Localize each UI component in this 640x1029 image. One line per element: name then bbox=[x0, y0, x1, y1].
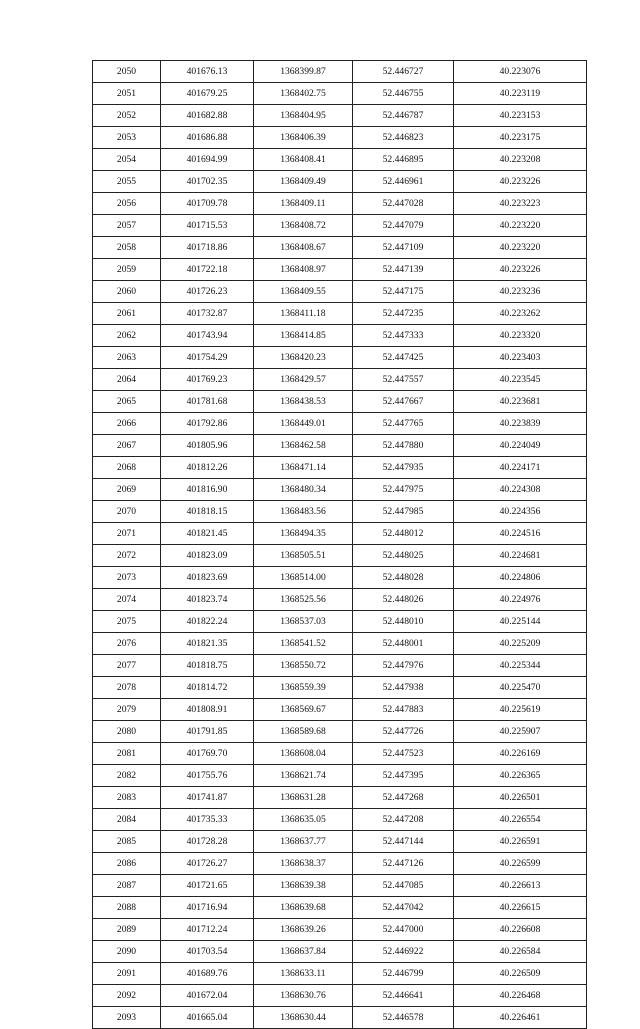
latitude-cell: 40.224516 bbox=[454, 523, 587, 545]
table-row bbox=[93, 963, 587, 985]
point-number-cell: 2092 bbox=[93, 985, 161, 1007]
x-coordinate-cell: 401823.09 bbox=[161, 545, 254, 567]
x-coordinate-cell: 401821.45 bbox=[161, 523, 254, 545]
table-row bbox=[93, 1007, 587, 1029]
x-coordinate-cell: 401792.86 bbox=[161, 413, 254, 435]
latitude-cell: 40.225619 bbox=[454, 699, 587, 721]
longitude-cell: 52.447085 bbox=[353, 875, 454, 897]
point-number-cell: 2055 bbox=[93, 171, 161, 193]
y-coordinate-cell: 1368408.97 bbox=[254, 259, 353, 281]
longitude-cell: 52.447208 bbox=[353, 809, 454, 831]
x-coordinate-cell: 401769.23 bbox=[161, 369, 254, 391]
latitude-cell: 40.225907 bbox=[454, 721, 587, 743]
table-row bbox=[93, 171, 587, 193]
x-coordinate-cell: 401816.90 bbox=[161, 479, 254, 501]
point-number-cell: 2079 bbox=[93, 699, 161, 721]
table-row bbox=[93, 567, 587, 589]
x-coordinate-cell: 401822.24 bbox=[161, 611, 254, 633]
longitude-cell: 52.447726 bbox=[353, 721, 454, 743]
table-row bbox=[93, 193, 587, 215]
latitude-cell: 40.226509 bbox=[454, 963, 587, 985]
latitude-cell: 40.223220 bbox=[454, 237, 587, 259]
y-coordinate-cell: 1368480.34 bbox=[254, 479, 353, 501]
y-coordinate-cell: 1368637.77 bbox=[254, 831, 353, 853]
longitude-cell: 52.447985 bbox=[353, 501, 454, 523]
longitude-cell: 52.447523 bbox=[353, 743, 454, 765]
longitude-cell: 52.446823 bbox=[353, 127, 454, 149]
x-coordinate-cell: 401781.68 bbox=[161, 391, 254, 413]
point-number-cell: 2073 bbox=[93, 567, 161, 589]
y-coordinate-cell: 1368449.01 bbox=[254, 413, 353, 435]
point-number-cell: 2050 bbox=[93, 61, 161, 83]
longitude-cell: 52.447938 bbox=[353, 677, 454, 699]
latitude-cell: 40.226365 bbox=[454, 765, 587, 787]
x-coordinate-cell: 401689.76 bbox=[161, 963, 254, 985]
latitude-cell: 40.224976 bbox=[454, 589, 587, 611]
x-coordinate-cell: 401679.25 bbox=[161, 83, 254, 105]
longitude-cell: 52.447667 bbox=[353, 391, 454, 413]
point-number-cell: 2054 bbox=[93, 149, 161, 171]
point-number-cell: 2076 bbox=[93, 633, 161, 655]
latitude-cell: 40.223403 bbox=[454, 347, 587, 369]
latitude-cell: 40.224049 bbox=[454, 435, 587, 457]
longitude-cell: 52.448001 bbox=[353, 633, 454, 655]
longitude-cell: 52.447557 bbox=[353, 369, 454, 391]
table-row bbox=[93, 303, 587, 325]
point-number-cell: 2082 bbox=[93, 765, 161, 787]
table-row bbox=[93, 457, 587, 479]
longitude-cell: 52.446578 bbox=[353, 1007, 454, 1029]
x-coordinate-cell: 401726.23 bbox=[161, 281, 254, 303]
longitude-cell: 52.447235 bbox=[353, 303, 454, 325]
latitude-cell: 40.224308 bbox=[454, 479, 587, 501]
y-coordinate-cell: 1368471.14 bbox=[254, 457, 353, 479]
latitude-cell: 40.225470 bbox=[454, 677, 587, 699]
x-coordinate-cell: 401726.27 bbox=[161, 853, 254, 875]
y-coordinate-cell: 1368630.44 bbox=[254, 1007, 353, 1029]
longitude-cell: 52.448012 bbox=[353, 523, 454, 545]
longitude-cell: 52.447975 bbox=[353, 479, 454, 501]
latitude-cell: 40.224806 bbox=[454, 567, 587, 589]
longitude-cell: 52.446727 bbox=[353, 61, 454, 83]
y-coordinate-cell: 1368550.72 bbox=[254, 655, 353, 677]
longitude-cell: 52.447976 bbox=[353, 655, 454, 677]
longitude-cell: 52.447333 bbox=[353, 325, 454, 347]
point-number-cell: 2064 bbox=[93, 369, 161, 391]
longitude-cell: 52.447079 bbox=[353, 215, 454, 237]
y-coordinate-cell: 1368399.87 bbox=[254, 61, 353, 83]
table-row bbox=[93, 149, 587, 171]
x-coordinate-cell: 401718.86 bbox=[161, 237, 254, 259]
point-number-cell: 2077 bbox=[93, 655, 161, 677]
x-coordinate-cell: 401769.70 bbox=[161, 743, 254, 765]
latitude-cell: 40.226591 bbox=[454, 831, 587, 853]
x-coordinate-cell: 401715.53 bbox=[161, 215, 254, 237]
point-number-cell: 2057 bbox=[93, 215, 161, 237]
longitude-cell: 52.446641 bbox=[353, 985, 454, 1007]
y-coordinate-cell: 1368559.39 bbox=[254, 677, 353, 699]
longitude-cell: 52.447042 bbox=[353, 897, 454, 919]
point-number-cell: 2071 bbox=[93, 523, 161, 545]
y-coordinate-cell: 1368639.68 bbox=[254, 897, 353, 919]
point-number-cell: 2065 bbox=[93, 391, 161, 413]
table-row bbox=[93, 281, 587, 303]
x-coordinate-cell: 401694.99 bbox=[161, 149, 254, 171]
point-number-cell: 2056 bbox=[93, 193, 161, 215]
latitude-cell: 40.226608 bbox=[454, 919, 587, 941]
latitude-cell: 40.226554 bbox=[454, 809, 587, 831]
latitude-cell: 40.225144 bbox=[454, 611, 587, 633]
x-coordinate-cell: 401805.96 bbox=[161, 435, 254, 457]
latitude-cell: 40.224171 bbox=[454, 457, 587, 479]
point-number-cell: 2059 bbox=[93, 259, 161, 281]
longitude-cell: 52.447395 bbox=[353, 765, 454, 787]
point-number-cell: 2088 bbox=[93, 897, 161, 919]
table-row bbox=[93, 985, 587, 1007]
table-row bbox=[93, 919, 587, 941]
y-coordinate-cell: 1368638.37 bbox=[254, 853, 353, 875]
point-number-cell: 2063 bbox=[93, 347, 161, 369]
longitude-cell: 52.446799 bbox=[353, 963, 454, 985]
point-number-cell: 2060 bbox=[93, 281, 161, 303]
longitude-cell: 52.447268 bbox=[353, 787, 454, 809]
x-coordinate-cell: 401732.87 bbox=[161, 303, 254, 325]
x-coordinate-cell: 401672.04 bbox=[161, 985, 254, 1007]
latitude-cell: 40.226169 bbox=[454, 743, 587, 765]
x-coordinate-cell: 401676.13 bbox=[161, 61, 254, 83]
longitude-cell: 52.447144 bbox=[353, 831, 454, 853]
point-number-cell: 2075 bbox=[93, 611, 161, 633]
longitude-cell: 52.446787 bbox=[353, 105, 454, 127]
x-coordinate-cell: 401712.24 bbox=[161, 919, 254, 941]
y-coordinate-cell: 1368494.35 bbox=[254, 523, 353, 545]
x-coordinate-cell: 401818.75 bbox=[161, 655, 254, 677]
point-number-cell: 2072 bbox=[93, 545, 161, 567]
x-coordinate-cell: 401754.29 bbox=[161, 347, 254, 369]
table-row bbox=[93, 347, 587, 369]
point-number-cell: 2053 bbox=[93, 127, 161, 149]
x-coordinate-cell: 401686.88 bbox=[161, 127, 254, 149]
latitude-cell: 40.225209 bbox=[454, 633, 587, 655]
y-coordinate-cell: 1368569.67 bbox=[254, 699, 353, 721]
latitude-cell: 40.226461 bbox=[454, 1007, 587, 1029]
y-coordinate-cell: 1368635.05 bbox=[254, 809, 353, 831]
latitude-cell: 40.223226 bbox=[454, 259, 587, 281]
table-row bbox=[93, 721, 587, 743]
longitude-cell: 52.447425 bbox=[353, 347, 454, 369]
table-row bbox=[93, 809, 587, 831]
x-coordinate-cell: 401735.33 bbox=[161, 809, 254, 831]
longitude-cell: 52.447883 bbox=[353, 699, 454, 721]
latitude-cell: 40.226599 bbox=[454, 853, 587, 875]
table-row bbox=[93, 83, 587, 105]
latitude-cell: 40.223175 bbox=[454, 127, 587, 149]
y-coordinate-cell: 1368537.03 bbox=[254, 611, 353, 633]
y-coordinate-cell: 1368409.11 bbox=[254, 193, 353, 215]
table-row bbox=[93, 787, 587, 809]
longitude-cell: 52.447935 bbox=[353, 457, 454, 479]
x-coordinate-cell: 401812.26 bbox=[161, 457, 254, 479]
longitude-cell: 52.448028 bbox=[353, 567, 454, 589]
table-row bbox=[93, 699, 587, 721]
y-coordinate-cell: 1368408.67 bbox=[254, 237, 353, 259]
table-row bbox=[93, 831, 587, 853]
x-coordinate-cell: 401716.94 bbox=[161, 897, 254, 919]
table-row bbox=[93, 545, 587, 567]
y-coordinate-cell: 1368631.28 bbox=[254, 787, 353, 809]
latitude-cell: 40.226501 bbox=[454, 787, 587, 809]
table-row bbox=[93, 61, 587, 83]
y-coordinate-cell: 1368429.57 bbox=[254, 369, 353, 391]
y-coordinate-cell: 1368408.41 bbox=[254, 149, 353, 171]
table-row bbox=[93, 677, 587, 699]
longitude-cell: 52.447139 bbox=[353, 259, 454, 281]
longitude-cell: 52.447765 bbox=[353, 413, 454, 435]
table-row bbox=[93, 105, 587, 127]
x-coordinate-cell: 401682.88 bbox=[161, 105, 254, 127]
point-number-cell: 2080 bbox=[93, 721, 161, 743]
table-row bbox=[93, 325, 587, 347]
longitude-cell: 52.447028 bbox=[353, 193, 454, 215]
latitude-cell: 40.226615 bbox=[454, 897, 587, 919]
x-coordinate-cell: 401823.69 bbox=[161, 567, 254, 589]
y-coordinate-cell: 1368483.56 bbox=[254, 501, 353, 523]
latitude-cell: 40.226613 bbox=[454, 875, 587, 897]
point-number-cell: 2068 bbox=[93, 457, 161, 479]
y-coordinate-cell: 1368408.72 bbox=[254, 215, 353, 237]
y-coordinate-cell: 1368505.51 bbox=[254, 545, 353, 567]
y-coordinate-cell: 1368639.26 bbox=[254, 919, 353, 941]
point-number-cell: 2070 bbox=[93, 501, 161, 523]
longitude-cell: 52.447175 bbox=[353, 281, 454, 303]
table-row bbox=[93, 413, 587, 435]
latitude-cell: 40.223262 bbox=[454, 303, 587, 325]
longitude-cell: 52.448025 bbox=[353, 545, 454, 567]
x-coordinate-cell: 401703.54 bbox=[161, 941, 254, 963]
x-coordinate-cell: 401665.04 bbox=[161, 1007, 254, 1029]
y-coordinate-cell: 1368462.58 bbox=[254, 435, 353, 457]
table-row bbox=[93, 897, 587, 919]
x-coordinate-cell: 401743.94 bbox=[161, 325, 254, 347]
longitude-cell: 52.446922 bbox=[353, 941, 454, 963]
x-coordinate-cell: 401722.18 bbox=[161, 259, 254, 281]
latitude-cell: 40.223236 bbox=[454, 281, 587, 303]
y-coordinate-cell: 1368414.85 bbox=[254, 325, 353, 347]
table-row bbox=[93, 853, 587, 875]
point-number-cell: 2061 bbox=[93, 303, 161, 325]
coordinate-table bbox=[92, 60, 587, 1029]
y-coordinate-cell: 1368411.18 bbox=[254, 303, 353, 325]
point-number-cell: 2089 bbox=[93, 919, 161, 941]
y-coordinate-cell: 1368630.76 bbox=[254, 985, 353, 1007]
latitude-cell: 40.223223 bbox=[454, 193, 587, 215]
point-number-cell: 2069 bbox=[93, 479, 161, 501]
x-coordinate-cell: 401755.76 bbox=[161, 765, 254, 787]
y-coordinate-cell: 1368633.11 bbox=[254, 963, 353, 985]
y-coordinate-cell: 1368406.39 bbox=[254, 127, 353, 149]
table-row bbox=[93, 611, 587, 633]
longitude-cell: 52.446961 bbox=[353, 171, 454, 193]
y-coordinate-cell: 1368402.75 bbox=[254, 83, 353, 105]
y-coordinate-cell: 1368608.04 bbox=[254, 743, 353, 765]
latitude-cell: 40.223119 bbox=[454, 83, 587, 105]
longitude-cell: 52.446755 bbox=[353, 83, 454, 105]
point-number-cell: 2058 bbox=[93, 237, 161, 259]
longitude-cell: 52.446895 bbox=[353, 149, 454, 171]
y-coordinate-cell: 1368541.52 bbox=[254, 633, 353, 655]
longitude-cell: 52.447126 bbox=[353, 853, 454, 875]
y-coordinate-cell: 1368438.53 bbox=[254, 391, 353, 413]
latitude-cell: 40.223681 bbox=[454, 391, 587, 413]
latitude-cell: 40.223076 bbox=[454, 61, 587, 83]
point-number-cell: 2052 bbox=[93, 105, 161, 127]
x-coordinate-cell: 401823.74 bbox=[161, 589, 254, 611]
point-number-cell: 2091 bbox=[93, 963, 161, 985]
longitude-cell: 52.447109 bbox=[353, 237, 454, 259]
point-number-cell: 2067 bbox=[93, 435, 161, 457]
x-coordinate-cell: 401814.72 bbox=[161, 677, 254, 699]
table-row bbox=[93, 633, 587, 655]
table-row bbox=[93, 215, 587, 237]
point-number-cell: 2066 bbox=[93, 413, 161, 435]
x-coordinate-cell: 401702.35 bbox=[161, 171, 254, 193]
latitude-cell: 40.226584 bbox=[454, 941, 587, 963]
table-row bbox=[93, 655, 587, 677]
latitude-cell: 40.223153 bbox=[454, 105, 587, 127]
table-row bbox=[93, 589, 587, 611]
table-row bbox=[93, 479, 587, 501]
table-row bbox=[93, 501, 587, 523]
longitude-cell: 52.447000 bbox=[353, 919, 454, 941]
point-number-cell: 2081 bbox=[93, 743, 161, 765]
x-coordinate-cell: 401791.85 bbox=[161, 721, 254, 743]
coordinate-table-body bbox=[93, 61, 587, 1029]
table-row bbox=[93, 369, 587, 391]
y-coordinate-cell: 1368637.84 bbox=[254, 941, 353, 963]
latitude-cell: 40.224681 bbox=[454, 545, 587, 567]
point-number-cell: 2090 bbox=[93, 941, 161, 963]
latitude-cell: 40.223320 bbox=[454, 325, 587, 347]
point-number-cell: 2087 bbox=[93, 875, 161, 897]
table-row bbox=[93, 523, 587, 545]
y-coordinate-cell: 1368621.74 bbox=[254, 765, 353, 787]
point-number-cell: 2051 bbox=[93, 83, 161, 105]
x-coordinate-cell: 401741.87 bbox=[161, 787, 254, 809]
latitude-cell: 40.226468 bbox=[454, 985, 587, 1007]
point-number-cell: 2084 bbox=[93, 809, 161, 831]
table-row bbox=[93, 127, 587, 149]
table-row bbox=[93, 259, 587, 281]
table-row bbox=[93, 237, 587, 259]
x-coordinate-cell: 401709.78 bbox=[161, 193, 254, 215]
table-row bbox=[93, 743, 587, 765]
point-number-cell: 2085 bbox=[93, 831, 161, 853]
longitude-cell: 52.448026 bbox=[353, 589, 454, 611]
point-number-cell: 2078 bbox=[93, 677, 161, 699]
point-number-cell: 2062 bbox=[93, 325, 161, 347]
point-number-cell: 2086 bbox=[93, 853, 161, 875]
latitude-cell: 40.223226 bbox=[454, 171, 587, 193]
latitude-cell: 40.223208 bbox=[454, 149, 587, 171]
table-row bbox=[93, 875, 587, 897]
y-coordinate-cell: 1368409.49 bbox=[254, 171, 353, 193]
table-row bbox=[93, 391, 587, 413]
latitude-cell: 40.224356 bbox=[454, 501, 587, 523]
longitude-cell: 52.448010 bbox=[353, 611, 454, 633]
x-coordinate-cell: 401808.91 bbox=[161, 699, 254, 721]
y-coordinate-cell: 1368514.00 bbox=[254, 567, 353, 589]
y-coordinate-cell: 1368404.95 bbox=[254, 105, 353, 127]
point-number-cell: 2074 bbox=[93, 589, 161, 611]
x-coordinate-cell: 401721.65 bbox=[161, 875, 254, 897]
table-row bbox=[93, 765, 587, 787]
point-number-cell: 2093 bbox=[93, 1007, 161, 1029]
table-row bbox=[93, 435, 587, 457]
y-coordinate-cell: 1368639.38 bbox=[254, 875, 353, 897]
x-coordinate-cell: 401818.15 bbox=[161, 501, 254, 523]
latitude-cell: 40.223839 bbox=[454, 413, 587, 435]
point-number-cell: 2083 bbox=[93, 787, 161, 809]
x-coordinate-cell: 401728.28 bbox=[161, 831, 254, 853]
table-row bbox=[93, 941, 587, 963]
y-coordinate-cell: 1368420.23 bbox=[254, 347, 353, 369]
longitude-cell: 52.447880 bbox=[353, 435, 454, 457]
y-coordinate-cell: 1368409.55 bbox=[254, 281, 353, 303]
x-coordinate-cell: 401821.35 bbox=[161, 633, 254, 655]
latitude-cell: 40.223545 bbox=[454, 369, 587, 391]
latitude-cell: 40.225344 bbox=[454, 655, 587, 677]
y-coordinate-cell: 1368525.56 bbox=[254, 589, 353, 611]
y-coordinate-cell: 1368589.68 bbox=[254, 721, 353, 743]
latitude-cell: 40.223220 bbox=[454, 215, 587, 237]
